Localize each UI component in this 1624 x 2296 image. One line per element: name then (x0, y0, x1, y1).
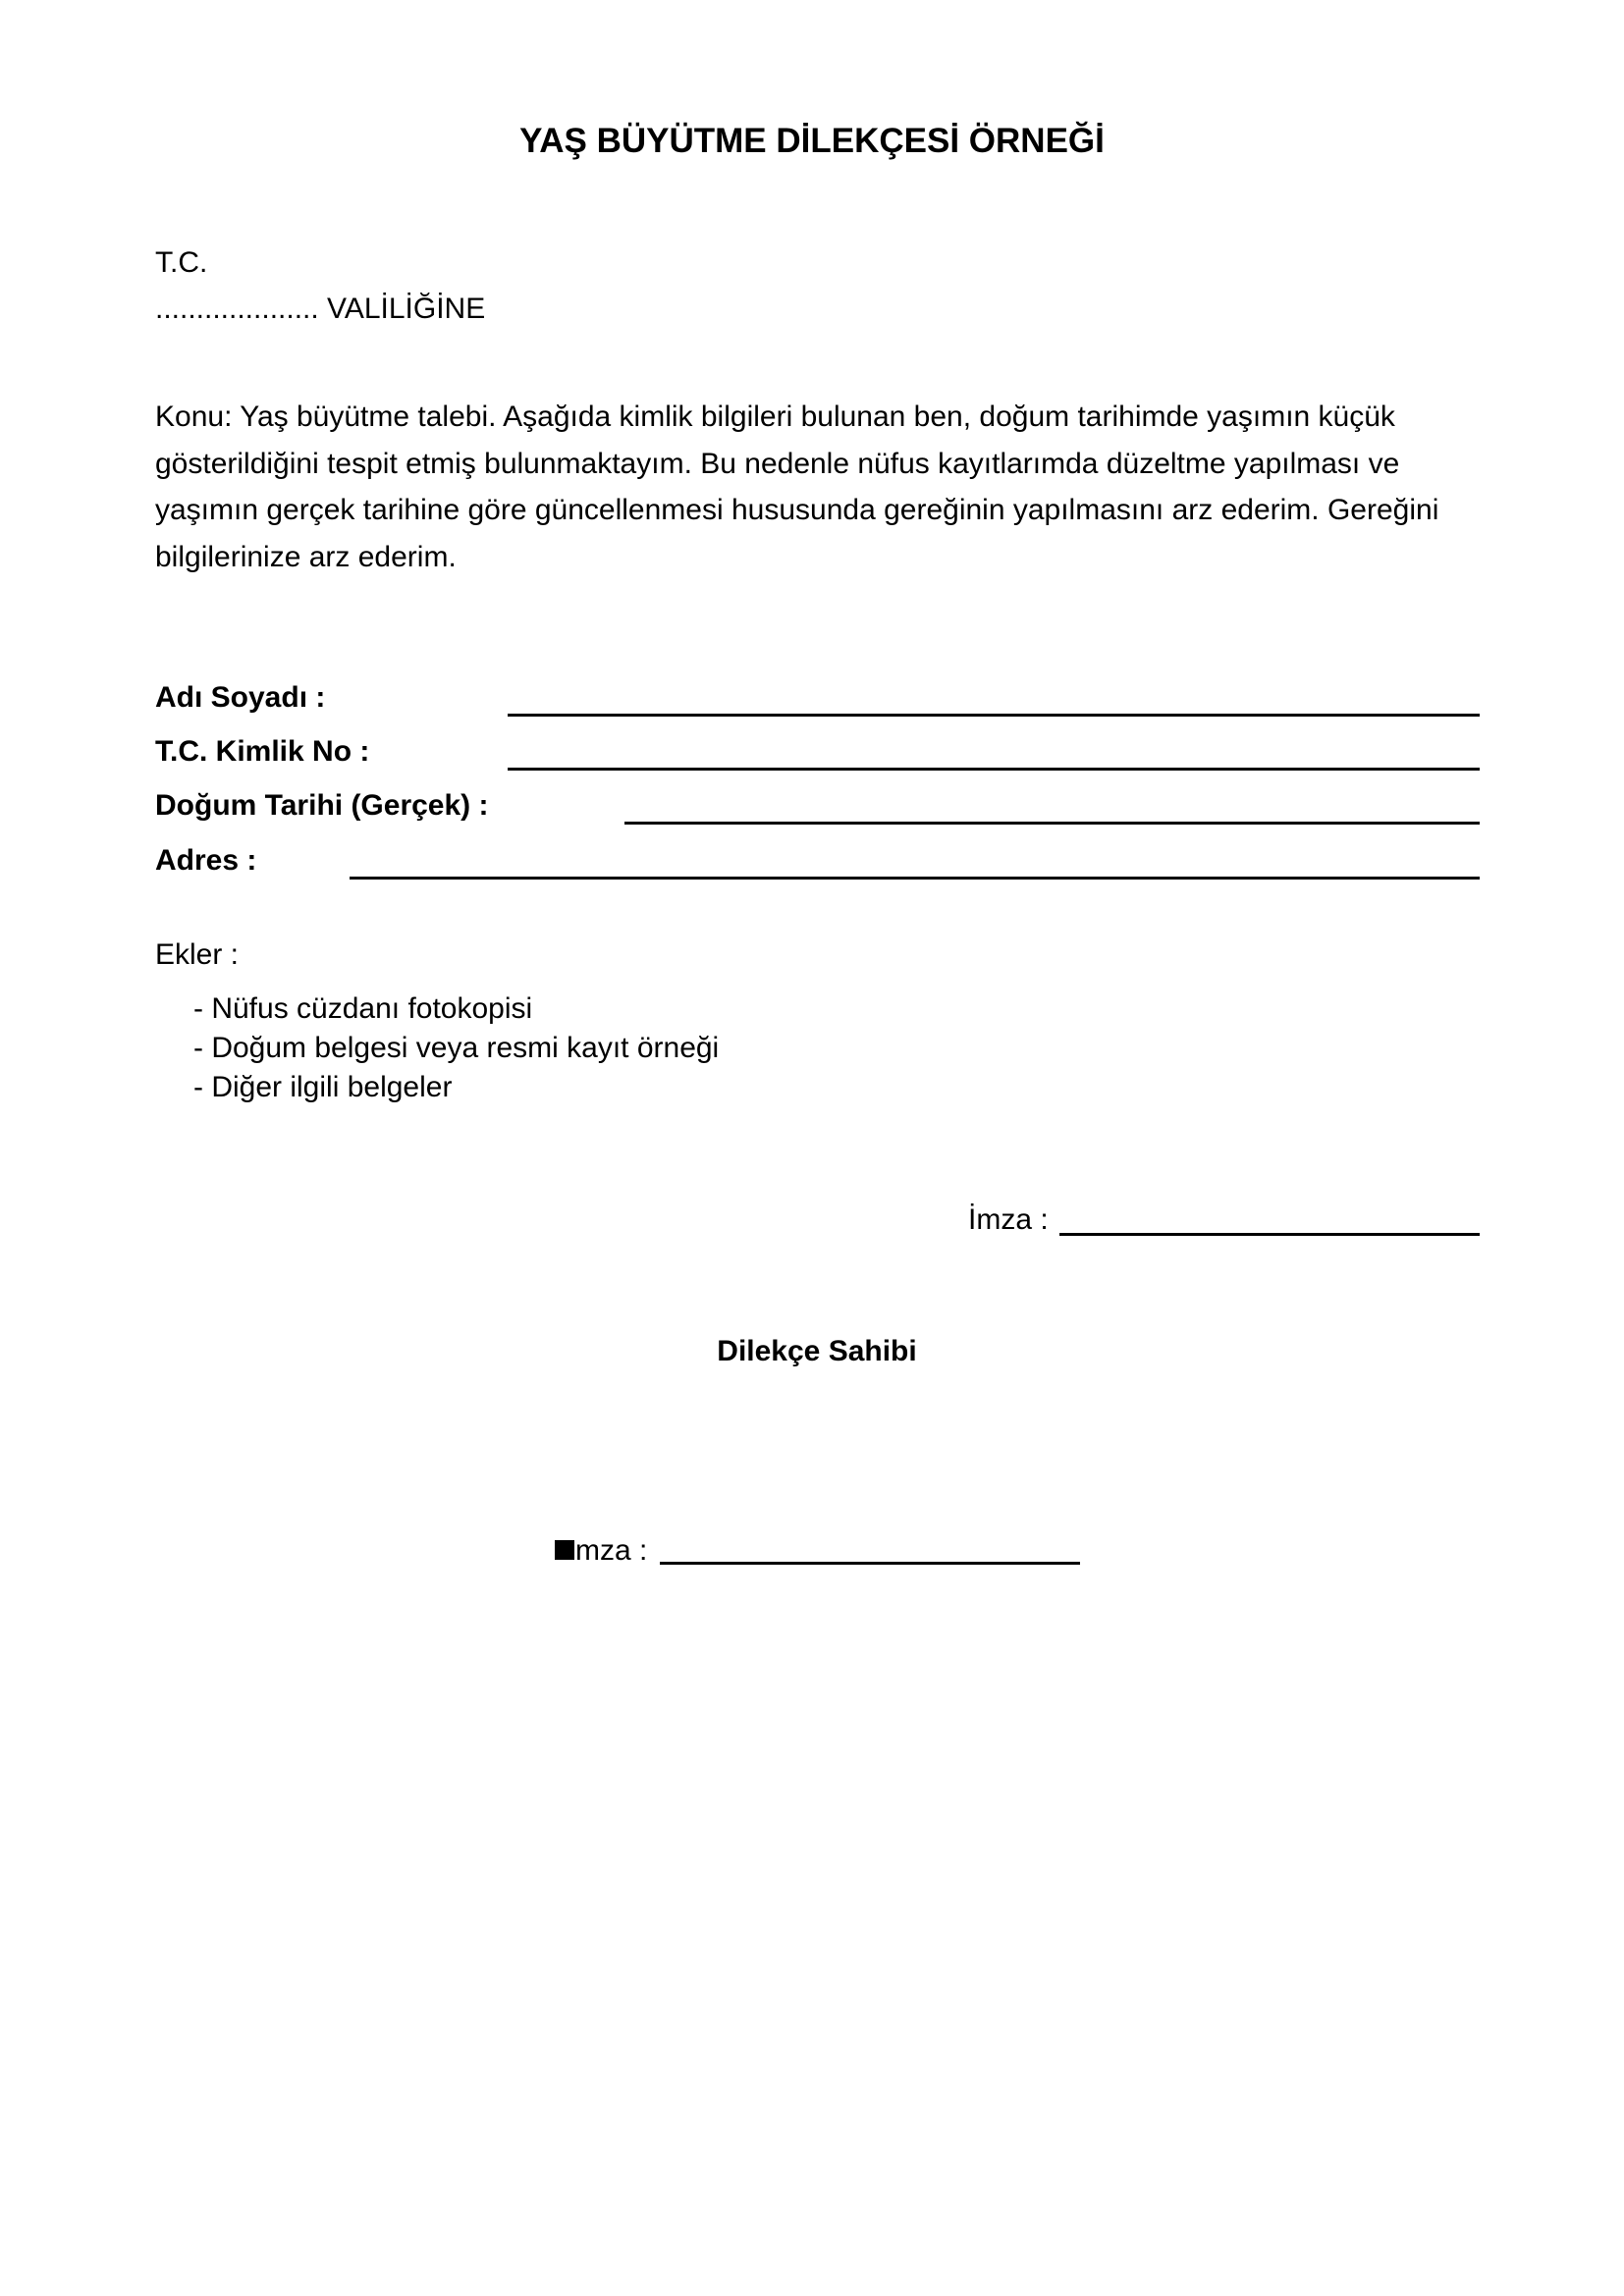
signature-line-secondary[interactable] (660, 1562, 1080, 1565)
attachment-item: - Nüfus cüzdanı fotokopisi (193, 992, 533, 1025)
document-title: YAŞ BÜYÜTME DİLEKÇESİ ÖRNEĞİ (519, 122, 1105, 160)
field-label-address: Adres : (155, 844, 257, 877)
attachment-item: - Diğer ilgili belgeler (193, 1071, 453, 1103)
field-label-birth-date: Doğum Tarihi (Gerçek) : (155, 789, 489, 822)
header-governorship: .................... VALİLİĞİNE (155, 293, 486, 325)
missing-glyph-box (555, 1540, 574, 1560)
field-label-name: Adı Soyadı : (155, 681, 326, 714)
signature-label-secondary (555, 1531, 647, 1571)
signature-line[interactable] (1059, 1233, 1480, 1236)
signature-label-secondary-text: mza : (575, 1534, 648, 1567)
signature-label: İmza : (968, 1203, 1049, 1236)
field-line-birth-date[interactable] (624, 822, 1480, 825)
attachments-heading: Ekler : (155, 938, 240, 971)
subject-paragraph: Konu: Yaş büyütme talebi. Aşağıda kimlik bilgileri bulunan ben, doğum tarihimde yaşımın küçük gösterildiğini tespit etmiş bulunmaktayım. Bu nedenle nüfus kayıtlarımda düzeltme yapılması ve yaşımın gerçek tarihine göre güncellenmesi hususunda gereğinin yapılmasını arz ederim. Gereğini bilgilerinize arz ederim. (155, 400, 1439, 573)
signer-title: Dilekçe Sahibi (717, 1335, 917, 1367)
field-label-tc-id: T.C. Kimlik No : (155, 735, 370, 768)
field-line-tc-id[interactable] (508, 768, 1480, 771)
field-line-name[interactable] (508, 714, 1480, 717)
field-line-address[interactable] (350, 877, 1480, 880)
header-tc: T.C. (155, 246, 208, 279)
attachment-item: - Doğum belgesi veya resmi kayıt örneği (193, 1032, 720, 1064)
